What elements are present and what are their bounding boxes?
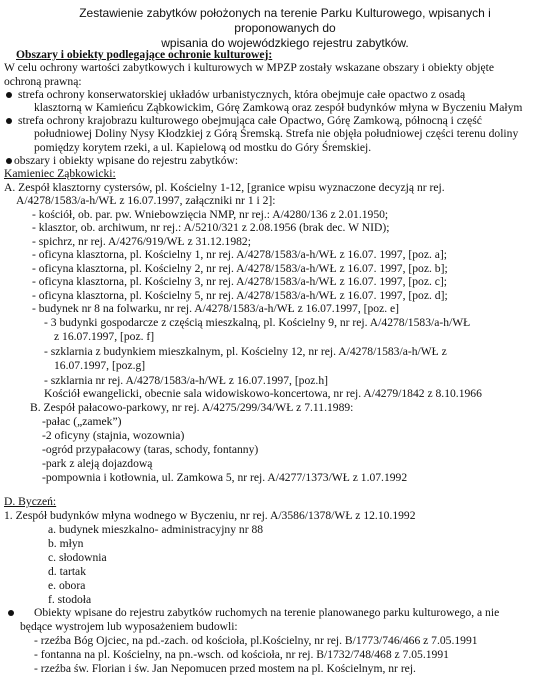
list-item: - klasztor, ob. archiwum, nr rej.: A/5210/321 z 2.08.1956 (brak dec. W NID); <box>32 221 390 234</box>
zespol-a-line-1: A. Zespół klasztorny cystersów, pl. Kościelny 1-12, [granice wpisu wyznaczone decyzją nr rej. <box>4 181 445 194</box>
szklarnia-line-2: 16.07.1997, [poz.g] <box>54 359 146 372</box>
intro-line-2: ochroną prawną: <box>4 75 82 88</box>
title-line-2: wpisania do wojewódzkiego rejestru zabytków. <box>161 36 409 50</box>
szklarnia-2: - szklarnia nr rej. A/4278/1583/a-h/WŁ z 16.07.1997, [poz.h] <box>44 374 328 387</box>
bullet-3-text: obszary i obiekty wpisane do rejestru zabytków: <box>14 154 239 167</box>
intro-line-1: W celu ochrony wartości zabytkowych i kulturowych w MPZP zostały wskazane obszary i obiekty objęte <box>4 61 495 74</box>
ruchome-line-1: Obiekty wpisane do rejestru zabytków ruchomych na terenie planowanego parku kulturowego, a nie <box>34 606 500 619</box>
bullet-2-line-1: strefa ochrony krajobrazu kulturowego obejmująca całe Opactwo, Górę Zamkową, północną i część <box>18 114 482 127</box>
section-heading-protected: Obszary i obiekty podlegające ochronie kulturowej: <box>16 48 273 61</box>
list-item: - kościół, ob. par. pw. Wniebowzięcia NMP, nr rej.: A/4280/136 z 2.01.1950; <box>32 208 389 221</box>
title-line-1: Zestawienie zabytków położonych na terenie Parku Kulturowego, wpisanych i proponowanych do <box>79 6 491 35</box>
bullet-dot-2 <box>6 118 12 124</box>
list-item: e. obora <box>48 579 86 592</box>
kosciol-ewangelicki: Kościół ewangelicki, obecnie sala widowiskowo-koncertowa, nr rej. A/4279/1842 z 8.10.1966 <box>44 387 482 400</box>
bullet-1-line-1: strefa ochrony konserwatorskiej układów urbanistycznych, która obejmuje całe opactwo z osadą <box>18 88 466 101</box>
zespol-b-heading: B. Zespół pałacowo-parkowy, nr rej. A/4275/299/34/WŁ z 7.11.1989: <box>30 401 354 414</box>
kamieniec-heading: Kamieniec Ząbkowicki: <box>4 167 116 180</box>
szklarnia-line-1: - szklarnia z budynkiem mieszkalnym, pl. Kościelny 12, nr rej. A/4278/1583/a-h/WŁ z <box>44 345 447 358</box>
gospodarcze-line-1: - 3 budynki gospodarcze z częścią mieszkalną, pl. Kościelny 9, nr rej. A/4278/1583/a-h/WŁ <box>44 316 471 329</box>
gospodarcze-line-2: z 16.07.1997, [poz. f] <box>54 330 155 343</box>
list-item: -ogród przypałacowy (taras, schody, fontanny) <box>42 443 259 456</box>
list-item: - budynek nr 8 na folwarku, nr rej. A/4278/1583/a-h/WŁ z 16.07.1997, [poz. e] <box>32 302 400 315</box>
document-title <box>40 6 530 51</box>
list-item: - oficyna klasztorna, pl. Kościelny 2, nr rej. A/4278/1583/a-h/WŁ z 16.07. 1997, [poz. b]; <box>32 262 448 275</box>
list-item: a. budynek mieszkalno- administracyjny nr 88 <box>48 523 264 536</box>
byczen-zespol-1: 1. Zespół budynków młyna wodnego w Byczeniu, nr rej. A/3586/1378/WŁ z 12.10.1992 <box>4 509 416 522</box>
list-item: b. młyn <box>48 537 84 550</box>
bullet-dot-4 <box>8 610 14 616</box>
list-item: f. stodoła <box>48 593 92 606</box>
list-item: -park z aleją dojazdową <box>42 457 153 470</box>
list-item: - fontanna na pl. Kościelny, na pn.-wsch. od kościoła, nr rej. B/1732/748/468 z 7.05.1991 <box>34 648 449 661</box>
list-item: -pałac („zamek”) <box>42 415 122 428</box>
bullet-dot-1 <box>6 92 12 98</box>
list-item: -pompownia i kotłownia, ul. Zamkowa 5, nr rej. A/4277/1373/WŁ z 1.07.1992 <box>42 471 408 484</box>
ruchome-line-2: będące wystrojem lub wyposażeniem budowli: <box>20 620 238 633</box>
byczen-heading: D. Byczeń: <box>4 495 57 508</box>
list-item: -2 oficyny (stajnia, wozownia) <box>42 429 185 442</box>
bullet-2-line-3: pomiędzy korytem rzeki, a ul. Kapielową od mostku do Góry Śremskiej. <box>34 141 372 154</box>
list-item: - rzeźba Bóg Ojciec, na pd.-zach. od kościoła, pl.Kościelny, nr rej. B/1773/746/466 z 7.05.1991 <box>34 634 478 647</box>
list-item: - oficyna klasztorna, pl. Kościelny 3, nr rej. A/4278/1583/a-h/WŁ z 16.07. 1997, [poz. c]; <box>32 275 448 288</box>
list-item: d. tartak <box>48 565 86 578</box>
bullet-2-line-2: południowej Doliny Nysy Kłodzkiej z Górą Śremską. Strefa nie objęła południowej części terenu doliny <box>34 127 519 140</box>
list-item: - spichrz, nr rej. A/4276/919/WŁ z 31.12.1982; <box>32 235 251 248</box>
bullet-1-line-2: klasztorną w Kamieńcu Ząbkowickim, Górę Zamkową oraz zespół budynków młyna w Byczeniu Małym <box>34 101 523 114</box>
zespol-a-line-2: A/4278/1583/a-h/WŁ z 16.07.1997, załączniki nr 1 i 2]: <box>16 194 276 207</box>
list-item: - rzeźba św. Florian i św. Jan Nepomucen przed mostem na pl. Kościelnym, nr rej. <box>34 662 416 675</box>
list-item: - oficyna klasztorna, pl. Kościelny 1, nr rej. A/4278/1583/a-h/WŁ z 16.07. 1997, [poz. a]; <box>32 248 448 261</box>
list-item: - oficyna klasztorna, pl. Kościelny 5, nr rej. A/4278/1583/a-h/WŁ z 16.07. 1997, [poz. d]; <box>32 289 448 302</box>
bullet-dot-3 <box>6 158 12 164</box>
list-item: c. słodownia <box>48 551 107 564</box>
